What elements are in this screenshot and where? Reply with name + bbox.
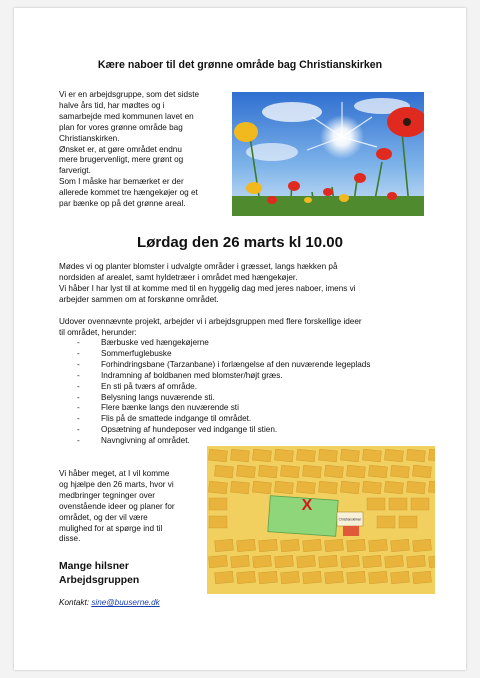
list-item [77,349,370,360]
map-block [368,465,387,478]
map-block [362,449,381,462]
map-block [413,571,432,584]
list-item [77,371,370,382]
map-block [209,516,227,528]
map-block [231,555,250,568]
map-block [389,498,407,510]
list-item [77,393,370,404]
map-block [367,498,385,510]
map-block [318,449,337,462]
intro-line: Ønsket er, at gøre området endnu [59,144,182,154]
greeting-line: Mange hilsner [59,561,129,572]
list-item-text: Forhindringsbane (Tarzanbane) i forlængelse af den nuværende legeplads [101,359,371,369]
map-block [281,539,300,552]
map-block [399,516,417,528]
ideas-intro [59,317,429,339]
list-item-text: Opsætning af hundeposer ved indgange til stien. [101,425,278,435]
map-block [428,481,435,494]
map-block [384,481,403,494]
event-date-heading: Lørdag den 26 marts kl 10.00 [137,234,343,251]
intro-line: samarbejde med kommunen lavet en [59,111,194,121]
map-block [413,539,432,552]
map-block [209,498,227,510]
map-block [391,571,410,584]
map-block [347,539,366,552]
map-block [384,449,403,462]
map-block [252,481,271,494]
intro-line: Som I måske har bemærket er der [59,177,184,187]
intro-line: Vi er en arbejdsgruppe, som det sidste [59,90,200,99]
closing-paragraph [59,469,209,545]
map-block [259,571,278,584]
map-block [275,555,294,568]
list-item-text: Bærbuske ved hængekøjerne [101,338,209,347]
map-block [215,539,234,552]
map-block [369,571,388,584]
list-dash: - [77,348,80,358]
intro-line: par bænke op på det grønne areal. [59,199,186,209]
contact-line [59,598,160,607]
signature-line: Arbejdsgruppen [59,574,140,586]
list-item-text: Indramning af boldbanen med blomster/højt græs. [101,370,283,380]
event-line: nordsiden af arealet, samt hyldetræer i området med hængekøjer. [59,272,298,282]
event-line: Vi håber I har lyst til at komme med til en hyggelig dag med jeres naboer, imens vi [59,283,356,293]
list-item-text: Sommerfuglebuske [101,348,172,358]
map-block [428,449,435,462]
map-block [341,555,360,568]
map-block [324,465,343,478]
list-dash: - [77,392,80,402]
area-map [207,446,435,594]
map-block [340,481,359,494]
map-block [258,465,277,478]
ideas-list [77,338,370,447]
event-line: arbejder sammen om at forskønne området. [59,294,219,304]
intro-line: allerede kommet tre hængekøjer og et [59,188,198,198]
map-block [340,449,359,462]
map-block [319,555,338,568]
map-block [406,481,425,494]
map-block [325,571,344,584]
map-block [318,481,337,494]
closing-line: medbringer tegninger over [59,490,156,500]
map-block [259,539,278,552]
intro-line: plan for vores grønne område bag [59,122,183,132]
event-description [59,262,429,306]
map-block [303,539,322,552]
poppy-flowers-photo [232,92,424,216]
list-item [77,414,370,425]
map-block [230,481,249,494]
map-block [274,481,293,494]
map-block [385,555,404,568]
intro-paragraph [59,90,231,210]
list-dash: - [77,370,80,380]
list-item [77,403,370,414]
map-block [363,555,382,568]
closing-line: mulighed for at spørge ind til [59,523,163,533]
list-item-text: En sti på tværs af område. [101,381,198,391]
map-block [296,449,315,462]
list-item-text: Flis på de smattede indgange til området. [101,414,252,424]
map-block [252,449,271,462]
map-block [362,481,381,494]
map-block [280,465,299,478]
greeting [59,560,139,587]
closing-line: og hjælpe den 26 marts, hvor vi [59,479,174,489]
map-block [411,498,429,510]
flyer-page [14,8,466,670]
closing-line: området, og der vil være [59,512,148,522]
list-item-text: Belysning langs nuværende sti. [101,392,215,402]
map-block [347,571,366,584]
list-item [77,338,370,349]
closing-line: ovenstående ideer og planer for [59,501,175,511]
ideas-intro-line: Udover ovennævnte projekt, arbejder vi i arbejdsgruppen med flere forskellige ideer [59,317,362,326]
list-dash: - [77,359,80,369]
map-block [302,465,321,478]
map-block [391,539,410,552]
contact-label: Kontakt: [59,598,90,607]
church-roof [343,526,359,536]
intro-line: farverigt. [59,166,91,176]
closing-line: Vi håber meget, at I vil komme [59,469,170,478]
map-block [237,571,256,584]
map-block [346,465,365,478]
list-item [77,360,370,371]
list-item-text: Flere bænke langs den nuværende sti [101,403,239,413]
map-block [237,539,256,552]
list-dash: - [77,414,80,424]
map-block [230,449,249,462]
map-block [406,449,425,462]
contact-email-link[interactable]: sine@buuserne.dk [91,598,160,607]
list-dash: - [77,425,80,435]
map-block [325,539,344,552]
event-line: Mødes vi og planter blomster i udvalgte områder i græsset, langs hækken på [59,262,338,271]
map-block [303,571,322,584]
list-item [77,382,370,393]
map-block [297,555,316,568]
map-block [209,555,228,568]
list-dash: - [77,403,80,413]
map-block [208,449,227,462]
map-block [281,571,300,584]
map-block [215,571,234,584]
map-block [390,465,409,478]
intro-line: halve års tid, har mødtes og i [59,100,165,110]
map-church-label: Christianskirken [338,517,362,522]
map-block [214,465,233,478]
list-dash: - [77,436,80,446]
map-block [429,555,435,568]
map-block [369,539,388,552]
flyer-title: Kære naboer til det grønne område bag Christianskirken [97,59,383,71]
map-block [296,481,315,494]
map-marker: X [301,497,313,514]
map-block [236,465,255,478]
list-dash: - [77,381,80,391]
intro-line: Christianskirken. [59,133,120,143]
map-block [253,555,272,568]
map-block [377,516,395,528]
list-item-text: Navngivning af området. [101,436,190,446]
list-item [77,425,370,436]
map-block [274,449,293,462]
map-block [208,481,227,494]
ideas-intro-line: til området, herunder: [59,327,137,337]
closing-line: disse. [59,534,81,544]
map-block [412,465,431,478]
map-block [407,555,426,568]
list-dash: - [77,338,80,347]
intro-line: mere brugervenligt, mere grønt og [59,155,184,165]
